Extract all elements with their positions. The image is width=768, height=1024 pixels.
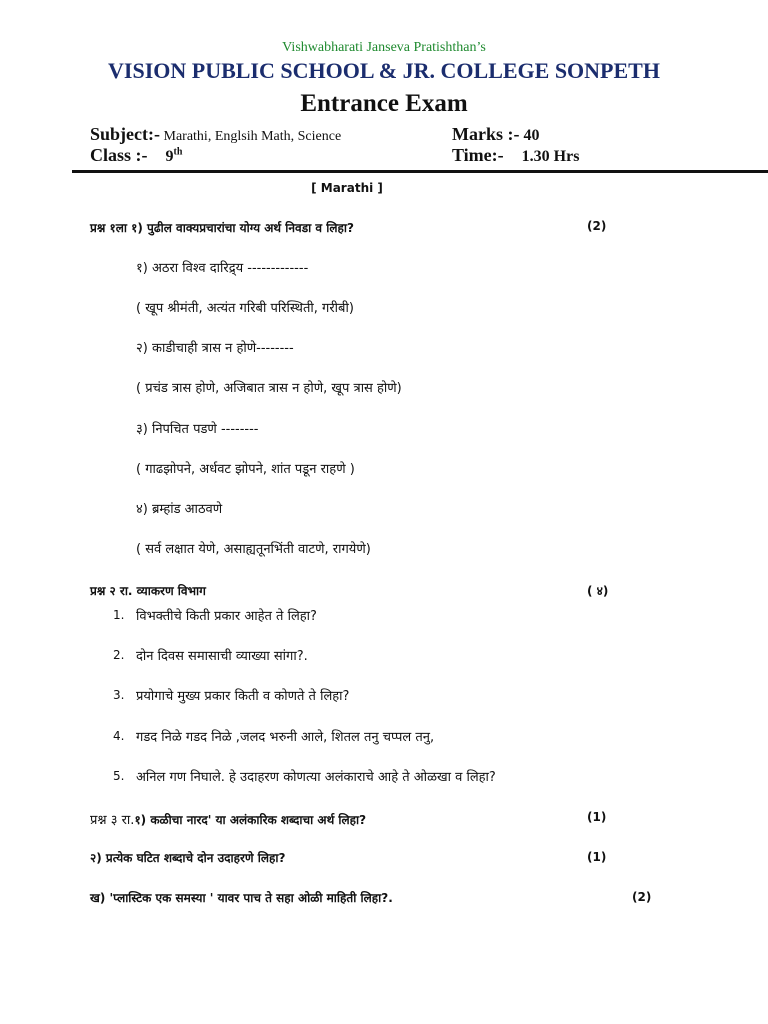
q2-heading: प्रश्न २ रा. व्याकरण विभाग <box>90 584 206 598</box>
q2-item-number: 4. <box>113 729 125 743</box>
q2-item: गडद निळे गडद निळे ,जलद भरुनी आले, शितल तनु चप्पल तनु, <box>136 730 435 745</box>
marks-line <box>452 124 539 145</box>
q2-item-number: 3. <box>113 688 125 702</box>
section-title: [ Marathi ] <box>311 181 383 195</box>
q2-item: दोन दिवस समासाची व्याख्या सांगा?. <box>136 649 308 664</box>
q1-choices: ( सर्व लक्षात येणे, असाह्यतूनभिंती वाटणे, रागयेणे) <box>136 542 371 557</box>
q1-option: २) काडीचाही त्रास न होणे-------- <box>136 341 294 356</box>
q3-sub3: ख) 'प्लास्टिक एक समस्या ' यावर पाच ते सहा ओळी माहिती लिहा?. <box>90 891 393 905</box>
time-label: Time:- <box>452 145 504 165</box>
q2-item-number: 5. <box>113 769 125 783</box>
class-label: Class :- <box>90 145 148 165</box>
q3-heading: १) कळीचा नारद' या अलंकारिक शब्दाचा अर्थ लिहा? <box>134 813 367 827</box>
time-value: 1.30 Hrs <box>521 148 580 165</box>
q1-heading: प्रश्न १ला १) पुढील वाक्यप्रचारांचा योग्य अर्थ निवडा व लिहा? <box>90 221 354 235</box>
q1-choices: ( प्रचंड त्रास होणे, अजिबात त्रास न होणे, खूप त्रास होणे) <box>136 381 402 396</box>
q1-choices: ( गाढझोपने, अर्धवट झोपने, शांत पडून राहणे ) <box>136 462 355 477</box>
trust-name: Vishwabharati Janseva Pratishthan’s <box>282 40 486 55</box>
q1-option: ३) निपचित पडणे -------- <box>136 422 259 437</box>
marks-label: Marks :- <box>452 124 520 144</box>
q3-heading-prefix: प्रश्न ३ रा. <box>90 813 135 828</box>
exam-title: Entrance Exam <box>300 90 468 117</box>
q2-item-number: 2. <box>113 648 125 662</box>
q1-option: ४) ब्रम्हांड आठवणे <box>136 502 223 517</box>
class-sup: th <box>173 146 183 158</box>
q3-sub3-marks: (2) <box>632 890 652 904</box>
q1-choices: ( खूप श्रीमंती, अत्यंत गरिबी परिस्थिती, गरीबी) <box>136 301 354 316</box>
school-name: VISION PUBLIC SCHOOL & JR. COLLEGE SONPETH <box>108 58 660 83</box>
q2-marks: ( ४) <box>587 584 609 598</box>
marks-value: 40 <box>523 127 540 144</box>
subject-label: Subject:- <box>90 124 160 144</box>
q3-heading-line <box>90 809 366 828</box>
q3-marks: (1) <box>587 810 607 824</box>
class-value: 9 <box>165 148 174 165</box>
q2-item-number: 1. <box>113 608 125 622</box>
q3-sub2: २) प्रत्येक घटित शब्दाचे दोन उदाहरणे लिहा? <box>90 851 286 865</box>
q2-item: प्रयोगाचे मुख्य प्रकार किती व कोणते ते लिहा? <box>136 689 350 704</box>
subject-line <box>90 124 341 145</box>
q1-option: १) अठरा विश्व दारिद्र्य ------------- <box>136 261 309 276</box>
time-line <box>452 145 579 166</box>
q2-item: अनिल गण निघाले. हे उदाहरण कोणत्या अलंकाराचे आहे ते ओळखा व लिहा? <box>136 770 496 785</box>
q1-marks: (2) <box>587 219 607 233</box>
class-line <box>90 145 182 166</box>
subject-value: Marathi, Englsih Math, Science <box>160 129 342 144</box>
q2-item: विभक्तीचे किती प्रकार आहेत ते लिहा? <box>136 609 317 624</box>
q3-sub2-marks: (1) <box>587 850 607 864</box>
header-divider <box>72 170 768 173</box>
